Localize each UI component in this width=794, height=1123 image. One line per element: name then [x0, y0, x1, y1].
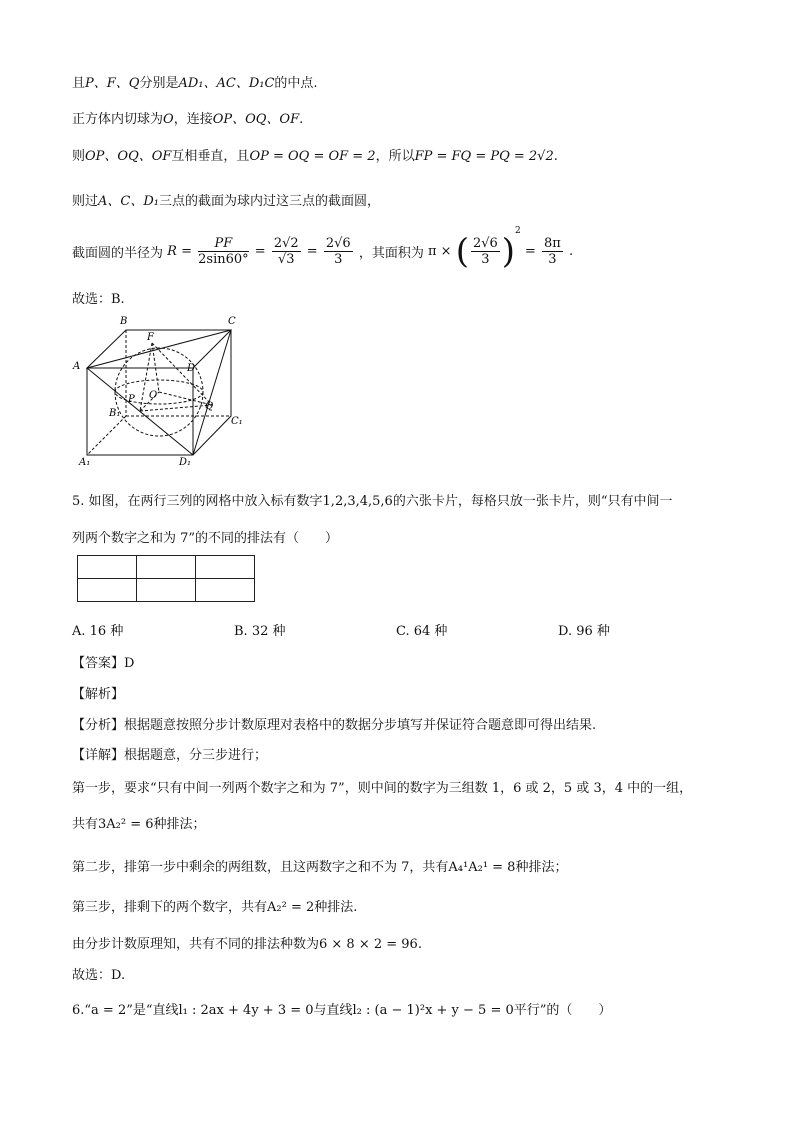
segment-pq: [140, 405, 212, 411]
sol4-line-2: [72, 108, 303, 127]
math-pi: π ×: [427, 244, 452, 259]
numerator: 2√6: [472, 236, 498, 251]
segment-ac: [87, 330, 231, 368]
math-segments: OP、OQ、OF: [212, 112, 300, 127]
equals: =: [524, 244, 536, 259]
label-q: Q: [205, 401, 214, 412]
step4-line: 由分步计数原理知，共有不同的排法种数为6 × 8 × 2 = 96.: [72, 937, 422, 952]
label-c1: C₁: [231, 416, 243, 427]
detail-intro: [72, 744, 267, 763]
sol4-line-3: [72, 145, 558, 164]
text: .: [568, 244, 574, 259]
option-c: C. 64 种: [396, 624, 448, 639]
text: 则过: [72, 194, 99, 209]
math-eq: FP = FQ = PQ = 2√2: [414, 149, 554, 164]
label-b1: B₁: [109, 408, 121, 419]
q5-line-1: 5. 如图，在两行三列的网格中放入标有数字1,2,3,4,5,6的六张卡片，每格只放一张卡片，则“只有中间一: [72, 494, 673, 509]
sol4-line-5: [72, 226, 573, 272]
denominator: √3: [277, 252, 295, 267]
grid-cell: [137, 556, 196, 579]
grid-cell: [78, 556, 137, 579]
answer-line: [72, 652, 134, 671]
fx-text: 根据题意按照分步计数原理对表格中的数据分步填写并保证符合题意即可得出结果.: [124, 718, 597, 733]
grid-cell: [78, 579, 137, 602]
denominator: 3: [548, 252, 557, 267]
numerator: 2√6: [325, 236, 351, 251]
label-d: D: [187, 363, 196, 374]
math-points: P、F、Q: [85, 76, 140, 91]
answer-value: D: [124, 656, 135, 671]
math-eq: OP = OQ = OF = 2: [249, 149, 376, 164]
step3-line: 第三步，排剩下的两个数字，共有A₂² = 2种排法.: [72, 900, 358, 915]
option-a: A. 16 种: [72, 624, 124, 639]
sol4-line-4: [72, 190, 380, 209]
left-paren: (: [455, 231, 469, 272]
fx-tag: 【分析】: [72, 718, 125, 733]
text: .: [299, 112, 304, 127]
equals: =: [306, 244, 318, 259]
xj-tag: 【详解】: [72, 748, 125, 763]
q5-line-2: 列两个数字之和为 7”的不同的排法有（ ）: [72, 531, 339, 546]
text: 截面圆的半径为: [72, 246, 164, 261]
text: 则: [72, 149, 86, 164]
label-b: B: [120, 316, 128, 327]
cube-sphere-figure: [68, 310, 258, 470]
math-points: A、C、D₁: [98, 194, 159, 209]
denominator: 2sin60°: [198, 252, 249, 267]
denominator: 3: [334, 252, 343, 267]
option-d: D. 96 种: [558, 624, 610, 639]
text: 分别是: [139, 76, 179, 91]
grid-2x3: [77, 555, 255, 602]
text: 正方体内切球为: [72, 112, 164, 127]
segment-fq: [152, 343, 212, 405]
text: .: [553, 149, 558, 164]
text: 的中点.: [274, 76, 318, 91]
q5-choose: 故选：D.: [72, 968, 126, 983]
grid-cell: [196, 556, 255, 579]
right-paren: ): [501, 231, 516, 272]
numerator: PF: [198, 236, 249, 252]
option-b: B. 32 种: [234, 624, 286, 639]
analysis-summary: [72, 714, 596, 733]
grid-cell: [137, 579, 196, 602]
hidden-edge-b1a1: [87, 416, 126, 455]
label-d1: D₁: [179, 457, 192, 468]
text: ，连接: [173, 112, 213, 127]
sol4-line-1: [72, 72, 318, 91]
exponent: 2: [515, 226, 521, 236]
text: ，其面积为: [358, 246, 424, 261]
label-a: A: [73, 361, 81, 372]
numerator: 2√2: [273, 236, 299, 251]
text: 且: [72, 76, 86, 91]
fraction: [324, 236, 353, 267]
equals: =: [254, 244, 266, 259]
step1-line-a: 第一步，要求“只有中间一列两个数字之和为 7”，则中间的数字为三组数 1，6 或 2，5 或 3，4 中的一组，: [72, 781, 693, 796]
denominator: 3: [481, 252, 490, 267]
label-f: F: [147, 332, 154, 343]
math-o: O: [163, 112, 174, 127]
math-segments: OP、OQ、OF: [85, 149, 172, 164]
analysis-tag: 【解析】: [72, 687, 125, 702]
fraction: [272, 236, 301, 267]
text: 三点的截面为球内过这三点的截面圆，: [159, 194, 381, 209]
label-o: O: [149, 390, 158, 401]
text: 互相垂直，且: [171, 149, 250, 164]
label-p: P: [128, 394, 135, 405]
xj-text: 根据题意，分三步进行；: [124, 748, 268, 763]
answer-tag: 【答案】: [72, 656, 125, 671]
text: ，所以: [375, 149, 415, 164]
fraction: [198, 236, 249, 267]
sol4-choose: 故选：B.: [72, 292, 125, 307]
numerator: 8π: [543, 236, 561, 251]
label-a1: A₁: [79, 457, 91, 468]
grid-cell: [196, 579, 255, 602]
step1-line-b: 共有3A₂² = 6种排法；: [72, 817, 206, 832]
math-r: R =: [167, 244, 192, 259]
fraction: [542, 236, 563, 267]
fraction: [471, 236, 500, 267]
step2-line: 第二步，排第一步中剩余的两组数，且这两数字之和不为 7，共有A₄¹A₂¹ = 8种排法；: [72, 860, 568, 875]
math-segments: AD₁、AC、D₁C: [178, 76, 275, 91]
label-c: C: [228, 316, 236, 327]
q6-stem: 6.“a = 2”是“直线l₁ : 2ax + 4y + 3 = 0与直线l₂ : (a − 1)²x + y − 5 = 0平行”的（ ）: [72, 1003, 612, 1018]
